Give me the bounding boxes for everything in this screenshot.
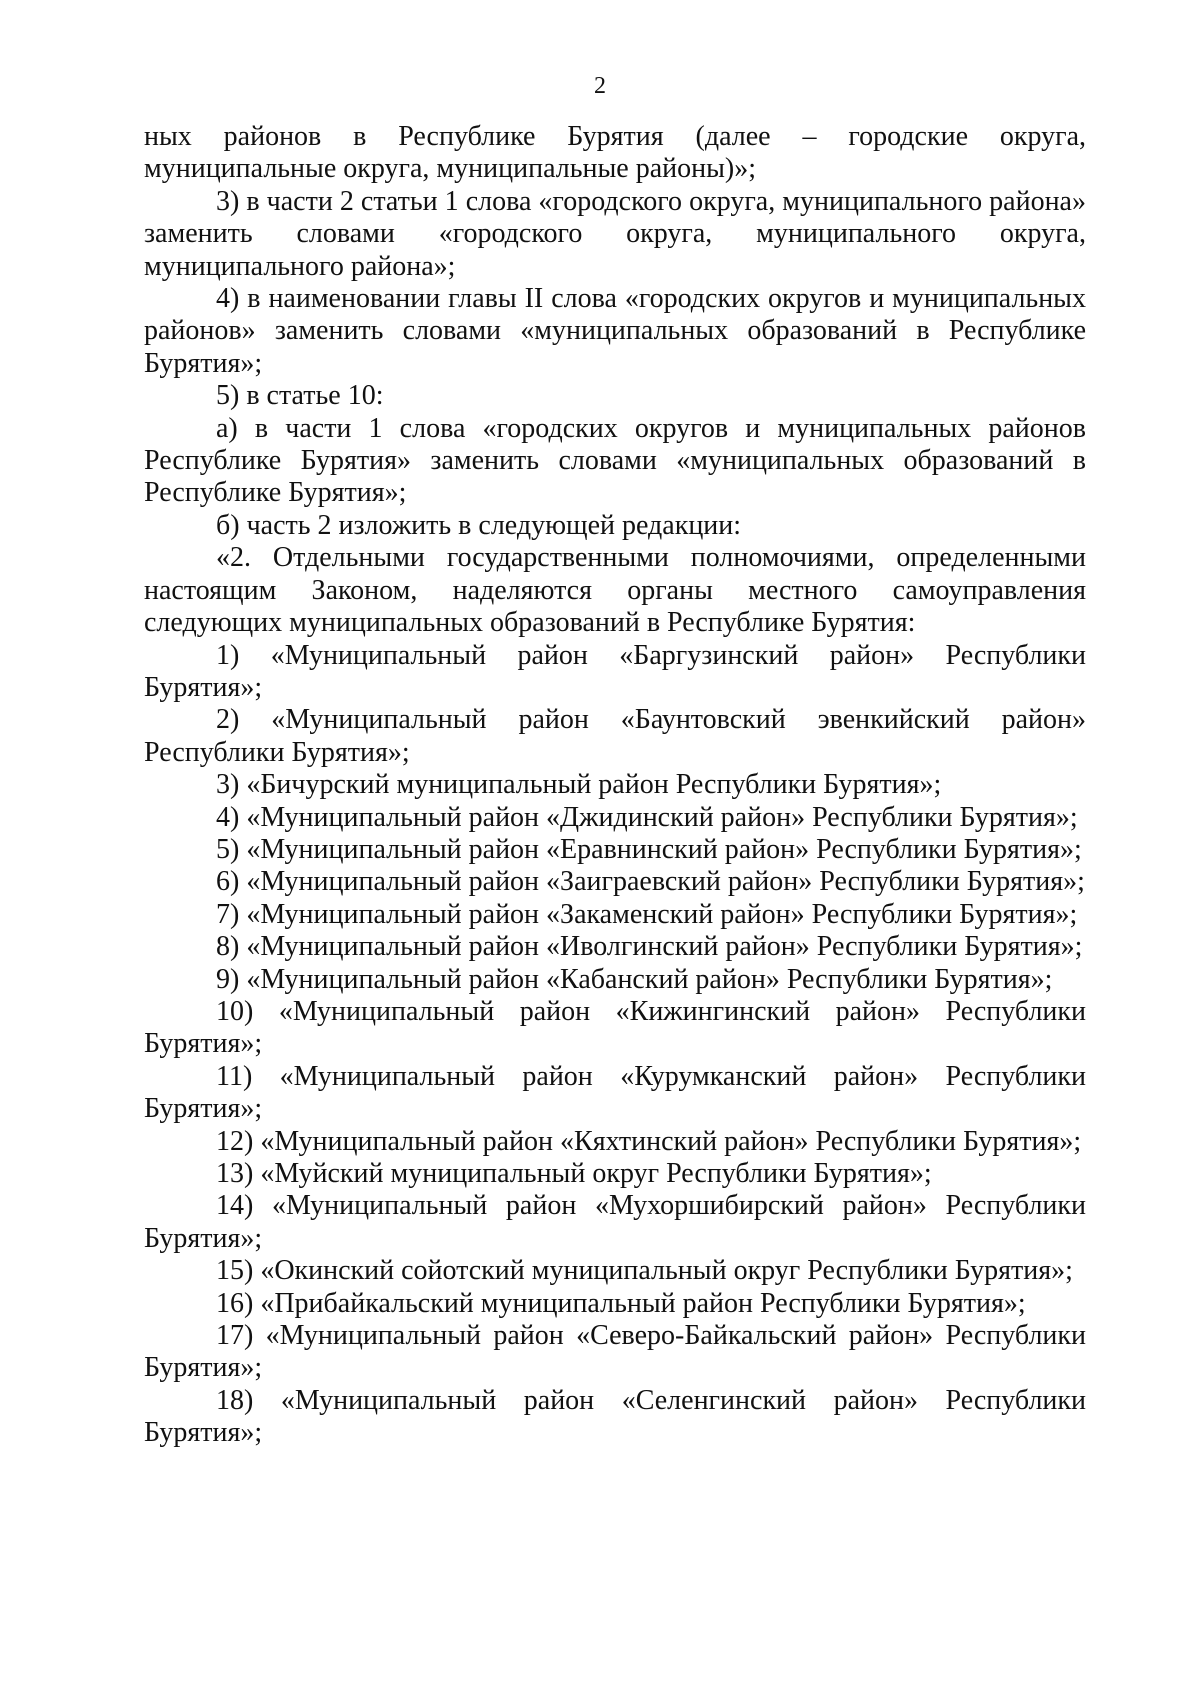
paragraph-item-5b: б) часть 2 изложить в следующей редакции:: [216, 509, 742, 541]
list-item-18: 18) «Муниципальный район «Селенгинский район» Республики Бурятия»;: [144, 1384, 1086, 1449]
list-item-8: 8) «Муниципальный район «Иволгинский район» Республики Бурятия»;: [216, 931, 1083, 963]
document-body: [144, 121, 1086, 1450]
list-item-12: 12) «Муниципальный район «Кяхтинский район» Республики Бурятия»;: [216, 1125, 1082, 1157]
list-item-17: 17) «Муниципальный район «Северо-Байкальский район» Республики Бурятия»;: [144, 1320, 1086, 1384]
list-item-16: 16) «Прибайкальский муниципальный район Республики Бурятия»;: [216, 1287, 1026, 1319]
list-item-14: 14) «Муниципальный район «Мухоршибирский район» Республики Бурятия»;: [144, 1190, 1086, 1254]
paragraph-part-2: «2. Отдельными государственными полномочиями, определенными настоящим Законом, наделяются органы местного самоуправления следующих муниципальных образований в Республике Бурятия:: [144, 542, 1086, 639]
list-item-5: 5) «Муниципальный район «Еравнинский район» Республики Бурятия»;: [216, 833, 1082, 865]
list-item-13: 13) «Муйский муниципальный округ Республики Бурятия»;: [216, 1158, 932, 1189]
paragraph-item-5a: а) в части 1 слова «городских округов и муниципальных районов Республике Бурятия» заменить словами «муниципальных образований в Республике Бурятия»;: [144, 412, 1086, 509]
list-item-3: 3) «Бичурский муниципальный район Республики Бурятия»;: [216, 769, 942, 801]
paragraph-continuation: ных районов в Республике Бурятия (далее – городские округа, муниципальные округа, муниципальные районы)»;: [144, 121, 1086, 185]
list-item-7: 7) «Муниципальный район «Закаменский район» Республики Бурятия»;: [216, 898, 1078, 930]
list-item-1: 1) «Муниципальный район «Баргузинский район» Республики Бурятия»;: [144, 639, 1086, 703]
list-item-11: 11) «Муниципальный район «Курумканский район» Республики Бурятия»;: [144, 1060, 1086, 1125]
list-item-4: 4) «Муниципальный район «Джидинский район» Республики Бурятия»;: [216, 801, 1078, 833]
list-item-2: 2) «Муниципальный район «Баунтовский эвенкийский район» Республики Бурятия»;: [144, 704, 1086, 768]
paragraph-item-5: 5) в статье 10:: [216, 380, 384, 412]
list-item-6: 6) «Муниципальный район «Заиграевский район» Республики Бурятия»;: [216, 866, 1085, 898]
paragraph-item-4: 4) в наименовании главы II слова «городских округов и муниципальных районов» заменить словами «муниципальных образований в Республике Бурятия»;: [144, 283, 1086, 379]
page-number: 2: [594, 73, 606, 99]
list-item-15: 15) «Окинский сойотский муниципальный округ Республики Бурятия»;: [216, 1255, 1073, 1287]
list-item-10: 10) «Муниципальный район «Кижингинский район» Республики Бурятия»;: [144, 995, 1086, 1060]
paragraph-item-3: 3) в части 2 статьи 1 слова «городского округа, муниципального района» заменить словами «городского округа, муниципального округа, муниципального района»;: [144, 185, 1086, 282]
list-item-9: 9) «Муниципальный район «Кабанский район» Республики Бурятия»;: [216, 963, 1053, 995]
